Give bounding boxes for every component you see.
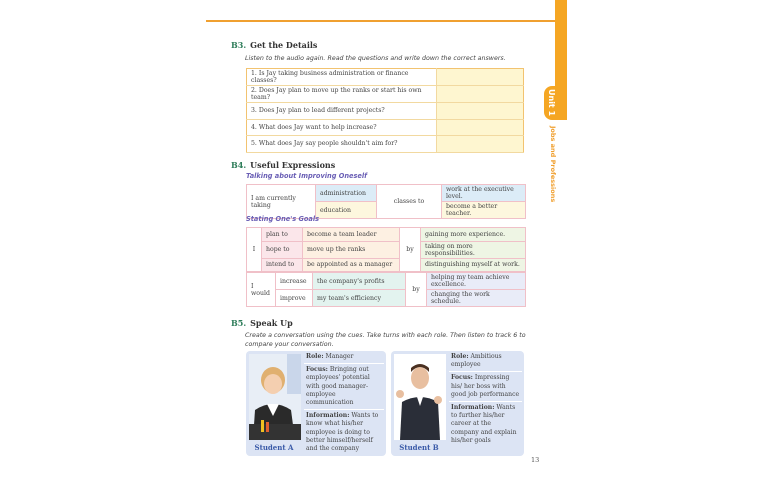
expression-means: taking on more responsibilities. [421, 241, 526, 258]
expression-means: distinguishing myself at work. [421, 258, 526, 272]
focus-value: Impressing his/ her boss with good job performance [451, 374, 520, 398]
table-row [247, 103, 524, 120]
expression-by: by [400, 228, 421, 272]
role-label: Role: [306, 353, 324, 360]
role-line [449, 351, 522, 372]
answer-field[interactable] [437, 119, 524, 136]
student-b-photo [394, 354, 446, 440]
role-card-student-b [391, 351, 524, 456]
expression-verb: hope to [262, 241, 303, 258]
expression-middle: classes to [377, 185, 442, 219]
expression-verb: plan to [262, 228, 303, 242]
answer-field[interactable] [437, 103, 524, 120]
expression-goal: be appointed as a manager [303, 258, 400, 272]
expressions-table-2 [246, 227, 526, 272]
focus-line [304, 364, 384, 410]
b5-instruction: Create a conversation using the cues. Take turns with each role. Then listen to track 6 to compare your conversation. [245, 332, 526, 348]
expression-means: gaining more experience. [421, 228, 526, 242]
question: 1. Is Jay taking business administration or finance classes? [247, 69, 437, 86]
unit-tab [544, 86, 567, 120]
expressions-table-3 [246, 272, 526, 307]
b3-instruction: Listen to the audio again. Read the questions and write down the correct answers. [245, 55, 506, 62]
student-b-label: Student B [399, 443, 439, 452]
expression-object: the company's profits [313, 273, 406, 290]
question: 4. What does Jay want to help increase? [247, 119, 437, 136]
b3-heading [231, 40, 317, 50]
answer-field[interactable] [437, 69, 524, 86]
expression-end: work at the executive level. [442, 185, 526, 202]
info-value: Wants to know what his/her employee is doing to better himself/herself and the company [306, 412, 379, 453]
b5-heading [231, 318, 293, 328]
answer-field[interactable] [437, 86, 524, 103]
b3-title: Get the Details [250, 40, 318, 50]
student-a-info [304, 351, 384, 455]
table-row [247, 119, 524, 136]
expression-goal: become a team leader [303, 228, 400, 242]
page-number: 13 [531, 456, 540, 464]
expression-start: I am currently taking [247, 185, 316, 219]
role-card-student-a [246, 351, 386, 456]
unit-subtitle: Jobs and Professions [549, 126, 557, 203]
focus-label: Focus: [451, 374, 473, 382]
expression-by: by [406, 273, 427, 307]
questions-table [246, 68, 524, 153]
question: 3. Does Jay plan to lead different projects? [247, 103, 437, 120]
focus-label: Focus: [306, 366, 328, 374]
question: 2. Does Jay plan to move up the ranks or start his own team? [247, 86, 437, 103]
b4-title: Useful Expressions [250, 160, 336, 170]
table-row [247, 69, 524, 86]
header-rule [206, 20, 556, 22]
expression-subject: I [247, 228, 262, 272]
expression-subject: I would [247, 273, 276, 307]
unit-label: Unit 1 [547, 89, 556, 117]
role-value: Ambitious employee [451, 353, 502, 369]
expression-object: my team's efficiency [313, 290, 406, 307]
question: 5. What does Jay say people shouldn't aim for? [247, 136, 437, 153]
b3-number: B3. [231, 40, 247, 50]
expression-option: education [316, 202, 377, 219]
info-line [304, 410, 384, 455]
expression-means: helping my team achieve excellence. [427, 273, 526, 290]
info-value: Wants to further his/her career at the company and explain his/her goals [451, 404, 517, 444]
expression-verb: intend to [262, 258, 303, 272]
expression-means: changing the work schedule. [427, 290, 526, 307]
table-row [247, 86, 524, 103]
table-row [247, 136, 524, 153]
role-line [304, 351, 384, 364]
expression-verb: increase [276, 273, 313, 290]
info-label: Information: [451, 404, 495, 412]
b5-number: B5. [231, 318, 247, 328]
info-line [449, 402, 522, 447]
focus-line [449, 372, 522, 402]
b5-title: Speak Up [250, 318, 293, 328]
expressions-table-1 [246, 184, 526, 219]
role-label: Role: [451, 353, 469, 360]
expression-verb: improve [276, 290, 313, 307]
role-value: Manager [325, 353, 354, 360]
expression-option: administration [316, 185, 377, 202]
b4-number: B4. [231, 160, 247, 170]
info-label: Information: [306, 412, 350, 420]
student-a-label: Student A [254, 443, 294, 452]
b4-heading [231, 160, 335, 170]
b4-subheading-2: Stating One's Goals [246, 215, 320, 223]
student-a-photo [249, 354, 301, 440]
b4-subheading-1: Talking about Improving Oneself [246, 172, 368, 180]
expression-end: become a better teacher. [442, 202, 526, 219]
answer-field[interactable] [437, 136, 524, 153]
expression-goal: move up the ranks [303, 241, 400, 258]
focus-value: Bringing out employees' potential with good manager-employee communication [306, 366, 370, 407]
student-b-info [449, 351, 522, 447]
